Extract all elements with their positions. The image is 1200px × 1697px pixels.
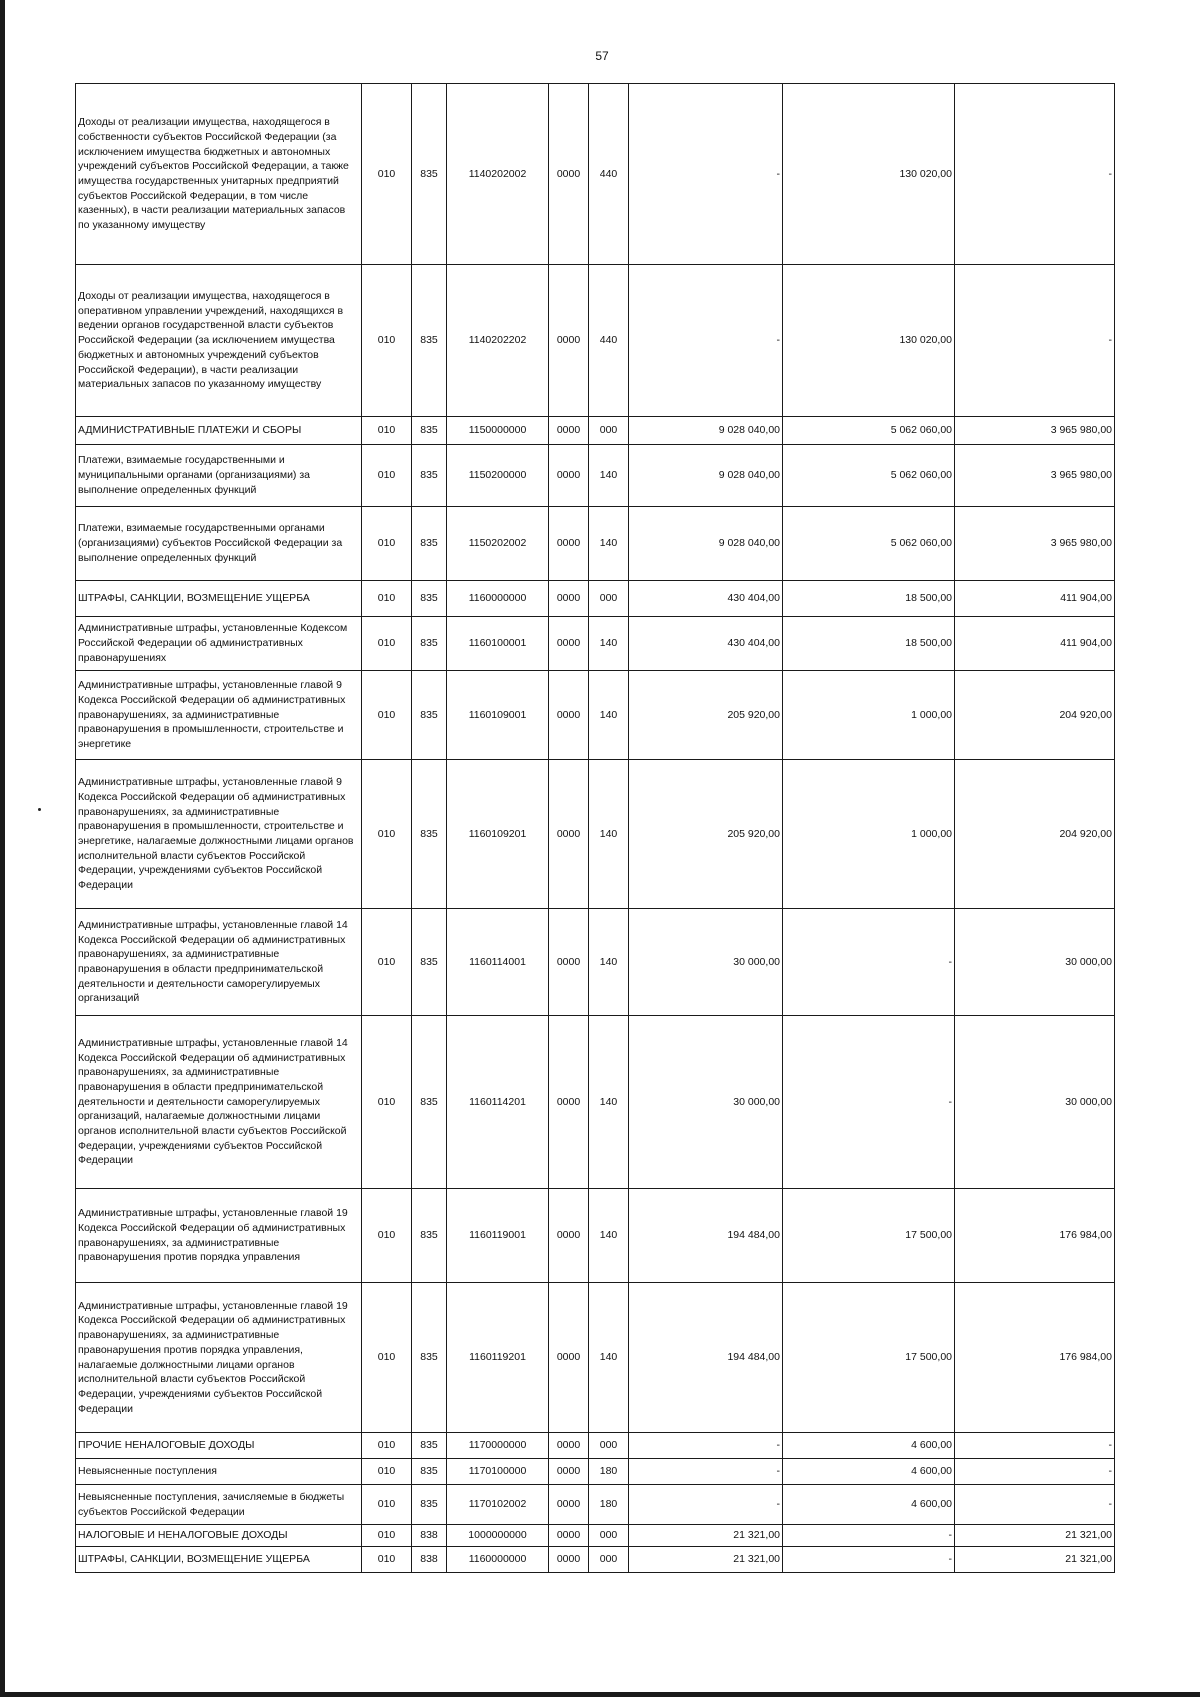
code-cell-admin: 835	[412, 84, 447, 265]
code-cell-admin: 835	[412, 671, 447, 760]
code-cell-program: 0000	[549, 617, 589, 671]
table-row	[76, 581, 1115, 617]
budget-revenue-table	[75, 83, 1115, 1573]
amount-cell-1: -	[629, 1459, 783, 1485]
code-cell-econ: 180	[589, 1459, 629, 1485]
code-cell-kbk: 1170000000	[447, 1433, 549, 1459]
code-cell-econ: 440	[589, 265, 629, 417]
amount-cell-3: 176 984,00	[955, 1283, 1115, 1433]
row-name-cell: Административные штрафы, установленные главой 9 Кодекса Российской Федерации об административных правонарушениях, за административные правонарушения в промышленности, строительстве и энергетике, налагаемые должностными лицами органов исполнительной власти субъектов Российской Федерации, учреждениями субъектов Российской Федерации	[76, 760, 362, 909]
code-cell-econ: 140	[589, 909, 629, 1016]
code-cell-program: 0000	[549, 445, 589, 507]
table-row	[76, 617, 1115, 671]
amount-cell-3: 204 920,00	[955, 760, 1115, 909]
row-name-cell: Платежи, взимаемые государственными органами (организациями) субъектов Российской Федерации за выполнение определенных функций	[76, 507, 362, 581]
amount-cell-1: -	[629, 1433, 783, 1459]
code-cell-econ: 140	[589, 671, 629, 760]
code-cell-010: 010	[362, 1547, 412, 1573]
table-row	[76, 1189, 1115, 1283]
amount-cell-2: -	[783, 1016, 955, 1189]
row-name-cell: Доходы от реализации имущества, находящегося в собственности субъектов Российской Федерации (за исключением имущества бюджетных и автономных учреждений субъектов Российской Федерации, а также имущества государственных унитарных предприятий субъектов Российской Федерации, в том числе казенных), в части реализации материальных запасов по указанному имуществу	[76, 84, 362, 265]
row-name-cell: Административные штрафы, установленные главой 14 Кодекса Российской Федерации об административных правонарушениях, за административные правонарушения в области предпринимательской деятельности и деятельности саморегулируемых организаций	[76, 909, 362, 1016]
code-cell-admin: 835	[412, 617, 447, 671]
table-row	[76, 1283, 1115, 1433]
table-row	[76, 1525, 1115, 1547]
code-cell-kbk: 1160000000	[447, 581, 549, 617]
row-name-cell: Административные штрафы, установленные главой 19 Кодекса Российской Федерации об административных правонарушениях, за административные правонарушения против порядка управления, налагаемые должностными лицами органов исполнительной власти субъектов Российской Федерации, учреждениями субъектов Российской Федерации	[76, 1283, 362, 1433]
code-cell-010: 010	[362, 1016, 412, 1189]
table-row	[76, 265, 1115, 417]
code-cell-econ: 440	[589, 84, 629, 265]
row-name-cell: Административные штрафы, установленные главой 19 Кодекса Российской Федерации об административных правонарушениях, за административные правонарушения против порядка управления	[76, 1189, 362, 1283]
amount-cell-3: 204 920,00	[955, 671, 1115, 760]
amount-cell-1: 30 000,00	[629, 1016, 783, 1189]
code-cell-program: 0000	[549, 417, 589, 445]
table-row	[76, 671, 1115, 760]
amount-cell-1: 205 920,00	[629, 671, 783, 760]
amount-cell-1: 430 404,00	[629, 581, 783, 617]
amount-cell-2: -	[783, 1525, 955, 1547]
code-cell-kbk: 1150000000	[447, 417, 549, 445]
code-cell-kbk: 1160000000	[447, 1547, 549, 1573]
code-cell-econ: 140	[589, 617, 629, 671]
code-cell-econ: 000	[589, 417, 629, 445]
amount-cell-1: 9 028 040,00	[629, 445, 783, 507]
code-cell-econ: 000	[589, 1525, 629, 1547]
amount-cell-1: 205 920,00	[629, 760, 783, 909]
code-cell-program: 0000	[549, 581, 589, 617]
amount-cell-2: -	[783, 909, 955, 1016]
amount-cell-3: -	[955, 265, 1115, 417]
code-cell-010: 010	[362, 1525, 412, 1547]
table-row	[76, 1459, 1115, 1485]
amount-cell-2: 17 500,00	[783, 1283, 955, 1433]
amount-cell-1: -	[629, 84, 783, 265]
code-cell-admin: 835	[412, 1485, 447, 1525]
code-cell-kbk: 1160109201	[447, 760, 549, 909]
amount-cell-1: 430 404,00	[629, 617, 783, 671]
table-row	[76, 507, 1115, 581]
amount-cell-2: 5 062 060,00	[783, 507, 955, 581]
amount-cell-1: -	[629, 265, 783, 417]
code-cell-econ: 180	[589, 1485, 629, 1525]
code-cell-kbk: 1140202202	[447, 265, 549, 417]
amount-cell-3: 176 984,00	[955, 1189, 1115, 1283]
code-cell-010: 010	[362, 1485, 412, 1525]
amount-cell-3: 411 904,00	[955, 617, 1115, 671]
row-name-cell: АДМИНИСТРАТИВНЫЕ ПЛАТЕЖИ И СБОРЫ	[76, 417, 362, 445]
amount-cell-3: 21 321,00	[955, 1547, 1115, 1573]
amount-cell-2: 4 600,00	[783, 1433, 955, 1459]
code-cell-econ: 140	[589, 1189, 629, 1283]
amount-cell-1: 21 321,00	[629, 1547, 783, 1573]
amount-cell-2: 130 020,00	[783, 265, 955, 417]
amount-cell-2: 1 000,00	[783, 760, 955, 909]
amount-cell-2: 1 000,00	[783, 671, 955, 760]
code-cell-program: 0000	[549, 671, 589, 760]
row-name-cell: ШТРАФЫ, САНКЦИИ, ВОЗМЕЩЕНИЕ УЩЕРБА	[76, 1547, 362, 1573]
code-cell-kbk: 1160100001	[447, 617, 549, 671]
code-cell-010: 010	[362, 617, 412, 671]
table-row	[76, 84, 1115, 265]
code-cell-010: 010	[362, 84, 412, 265]
code-cell-kbk: 1170102002	[447, 1485, 549, 1525]
code-cell-admin: 835	[412, 1189, 447, 1283]
row-name-cell: Платежи, взимаемые государственными и муниципальными органами (организациями) за выполнение определенных функций	[76, 445, 362, 507]
amount-cell-3: 3 965 980,00	[955, 507, 1115, 581]
code-cell-010: 010	[362, 1283, 412, 1433]
code-cell-admin: 835	[412, 417, 447, 445]
code-cell-010: 010	[362, 581, 412, 617]
code-cell-program: 0000	[549, 760, 589, 909]
amount-cell-2: 5 062 060,00	[783, 445, 955, 507]
row-name-cell: Административные штрафы, установленные главой 14 Кодекса Российской Федерации об административных правонарушениях, за административные правонарушения в области предпринимательской деятельности и деятельности саморегулируемых организаций, налагаемые должностными лицами органов исполнительной власти субъектов Российской Федерации, учреждениями субъектов Российской Федерации	[76, 1016, 362, 1189]
code-cell-kbk: 1150200000	[447, 445, 549, 507]
amount-cell-2: 17 500,00	[783, 1189, 955, 1283]
amount-cell-1: 21 321,00	[629, 1525, 783, 1547]
row-name-cell: Невыясненные поступления	[76, 1459, 362, 1485]
amount-cell-3: -	[955, 1485, 1115, 1525]
table-row	[76, 1016, 1115, 1189]
code-cell-econ: 140	[589, 445, 629, 507]
table-row	[76, 760, 1115, 909]
code-cell-econ: 140	[589, 760, 629, 909]
code-cell-program: 0000	[549, 1016, 589, 1189]
row-name-cell: ПРОЧИЕ НЕНАЛОГОВЫЕ ДОХОДЫ	[76, 1433, 362, 1459]
scan-edge-bottom	[0, 1692, 1200, 1697]
code-cell-kbk: 1170100000	[447, 1459, 549, 1485]
amount-cell-2: 4 600,00	[783, 1459, 955, 1485]
code-cell-admin: 835	[412, 1283, 447, 1433]
code-cell-program: 0000	[549, 507, 589, 581]
table-body	[76, 84, 1115, 1573]
row-name-cell: НАЛОГОВЫЕ И НЕНАЛОГОВЫЕ ДОХОДЫ	[76, 1525, 362, 1547]
code-cell-admin: 835	[412, 1016, 447, 1189]
page-number: 57	[595, 49, 609, 63]
code-cell-010: 010	[362, 1459, 412, 1485]
amount-cell-3: -	[955, 84, 1115, 265]
code-cell-kbk: 1150202002	[447, 507, 549, 581]
amount-cell-3: 411 904,00	[955, 581, 1115, 617]
code-cell-econ: 140	[589, 1016, 629, 1189]
amount-cell-2: 5 062 060,00	[783, 417, 955, 445]
code-cell-010: 010	[362, 1189, 412, 1283]
code-cell-admin: 835	[412, 445, 447, 507]
code-cell-program: 0000	[549, 1459, 589, 1485]
code-cell-kbk: 1140202002	[447, 84, 549, 265]
amount-cell-1: 9 028 040,00	[629, 507, 783, 581]
table-row	[76, 1547, 1115, 1573]
code-cell-program: 0000	[549, 84, 589, 265]
code-cell-program: 0000	[549, 909, 589, 1016]
code-cell-010: 010	[362, 417, 412, 445]
amount-cell-1: 194 484,00	[629, 1189, 783, 1283]
code-cell-kbk: 1000000000	[447, 1525, 549, 1547]
amount-cell-2: 18 500,00	[783, 581, 955, 617]
amount-cell-1: 30 000,00	[629, 909, 783, 1016]
table-row	[76, 417, 1115, 445]
row-name-cell: Доходы от реализации имущества, находящегося в оперативном управлении учреждений, находящихся в ведении органов государственной власти субъектов Российской Федерации (за исключением имущества бюджетных и автономных учреждений субъектов Российской Федерации), в части реализации материальных запасов по указанному имуществу	[76, 265, 362, 417]
code-cell-program: 0000	[549, 265, 589, 417]
amount-cell-3: 3 965 980,00	[955, 445, 1115, 507]
scan-edge-left	[0, 0, 5, 1697]
table-row	[76, 909, 1115, 1016]
amount-cell-2: 18 500,00	[783, 617, 955, 671]
code-cell-010: 010	[362, 445, 412, 507]
code-cell-010: 010	[362, 760, 412, 909]
amount-cell-1: 9 028 040,00	[629, 417, 783, 445]
code-cell-010: 010	[362, 265, 412, 417]
amount-cell-2: 130 020,00	[783, 84, 955, 265]
code-cell-010: 010	[362, 1433, 412, 1459]
code-cell-program: 0000	[549, 1547, 589, 1573]
code-cell-econ: 140	[589, 1283, 629, 1433]
code-cell-admin: 838	[412, 1525, 447, 1547]
code-cell-010: 010	[362, 671, 412, 760]
scan-speck	[38, 808, 41, 811]
code-cell-program: 0000	[549, 1525, 589, 1547]
code-cell-010: 010	[362, 909, 412, 1016]
amount-cell-3: -	[955, 1459, 1115, 1485]
amount-cell-3: 30 000,00	[955, 1016, 1115, 1189]
table-row	[76, 445, 1115, 507]
code-cell-program: 0000	[549, 1485, 589, 1525]
code-cell-program: 0000	[549, 1433, 589, 1459]
table-row	[76, 1433, 1115, 1459]
amount-cell-3: 3 965 980,00	[955, 417, 1115, 445]
code-cell-kbk: 1160114001	[447, 909, 549, 1016]
code-cell-admin: 835	[412, 265, 447, 417]
amount-cell-3: 30 000,00	[955, 909, 1115, 1016]
code-cell-econ: 000	[589, 581, 629, 617]
code-cell-kbk: 1160109001	[447, 671, 549, 760]
code-cell-econ: 000	[589, 1547, 629, 1573]
amount-cell-1: 194 484,00	[629, 1283, 783, 1433]
code-cell-admin: 838	[412, 1547, 447, 1573]
code-cell-kbk: 1160119001	[447, 1189, 549, 1283]
code-cell-program: 0000	[549, 1189, 589, 1283]
code-cell-admin: 835	[412, 507, 447, 581]
amount-cell-1: -	[629, 1485, 783, 1525]
code-cell-admin: 835	[412, 1433, 447, 1459]
code-cell-econ: 000	[589, 1433, 629, 1459]
code-cell-program: 0000	[549, 1283, 589, 1433]
code-cell-admin: 835	[412, 909, 447, 1016]
amount-cell-3: 21 321,00	[955, 1525, 1115, 1547]
table-row	[76, 1485, 1115, 1525]
amount-cell-3: -	[955, 1433, 1115, 1459]
code-cell-admin: 835	[412, 581, 447, 617]
row-name-cell: ШТРАФЫ, САНКЦИИ, ВОЗМЕЩЕНИЕ УЩЕРБА	[76, 581, 362, 617]
row-name-cell: Административные штрафы, установленные Кодексом Российской Федерации об административных правонарушениях	[76, 617, 362, 671]
code-cell-admin: 835	[412, 1459, 447, 1485]
code-cell-admin: 835	[412, 760, 447, 909]
code-cell-kbk: 1160119201	[447, 1283, 549, 1433]
row-name-cell: Административные штрафы, установленные главой 9 Кодекса Российской Федерации об административных правонарушениях, за административные правонарушения в промышленности, строительстве и энергетике	[76, 671, 362, 760]
code-cell-kbk: 1160114201	[447, 1016, 549, 1189]
code-cell-010: 010	[362, 507, 412, 581]
amount-cell-2: -	[783, 1547, 955, 1573]
amount-cell-2: 4 600,00	[783, 1485, 955, 1525]
row-name-cell: Невыясненные поступления, зачисляемые в бюджеты субъектов Российской Федерации	[76, 1485, 362, 1525]
code-cell-econ: 140	[589, 507, 629, 581]
